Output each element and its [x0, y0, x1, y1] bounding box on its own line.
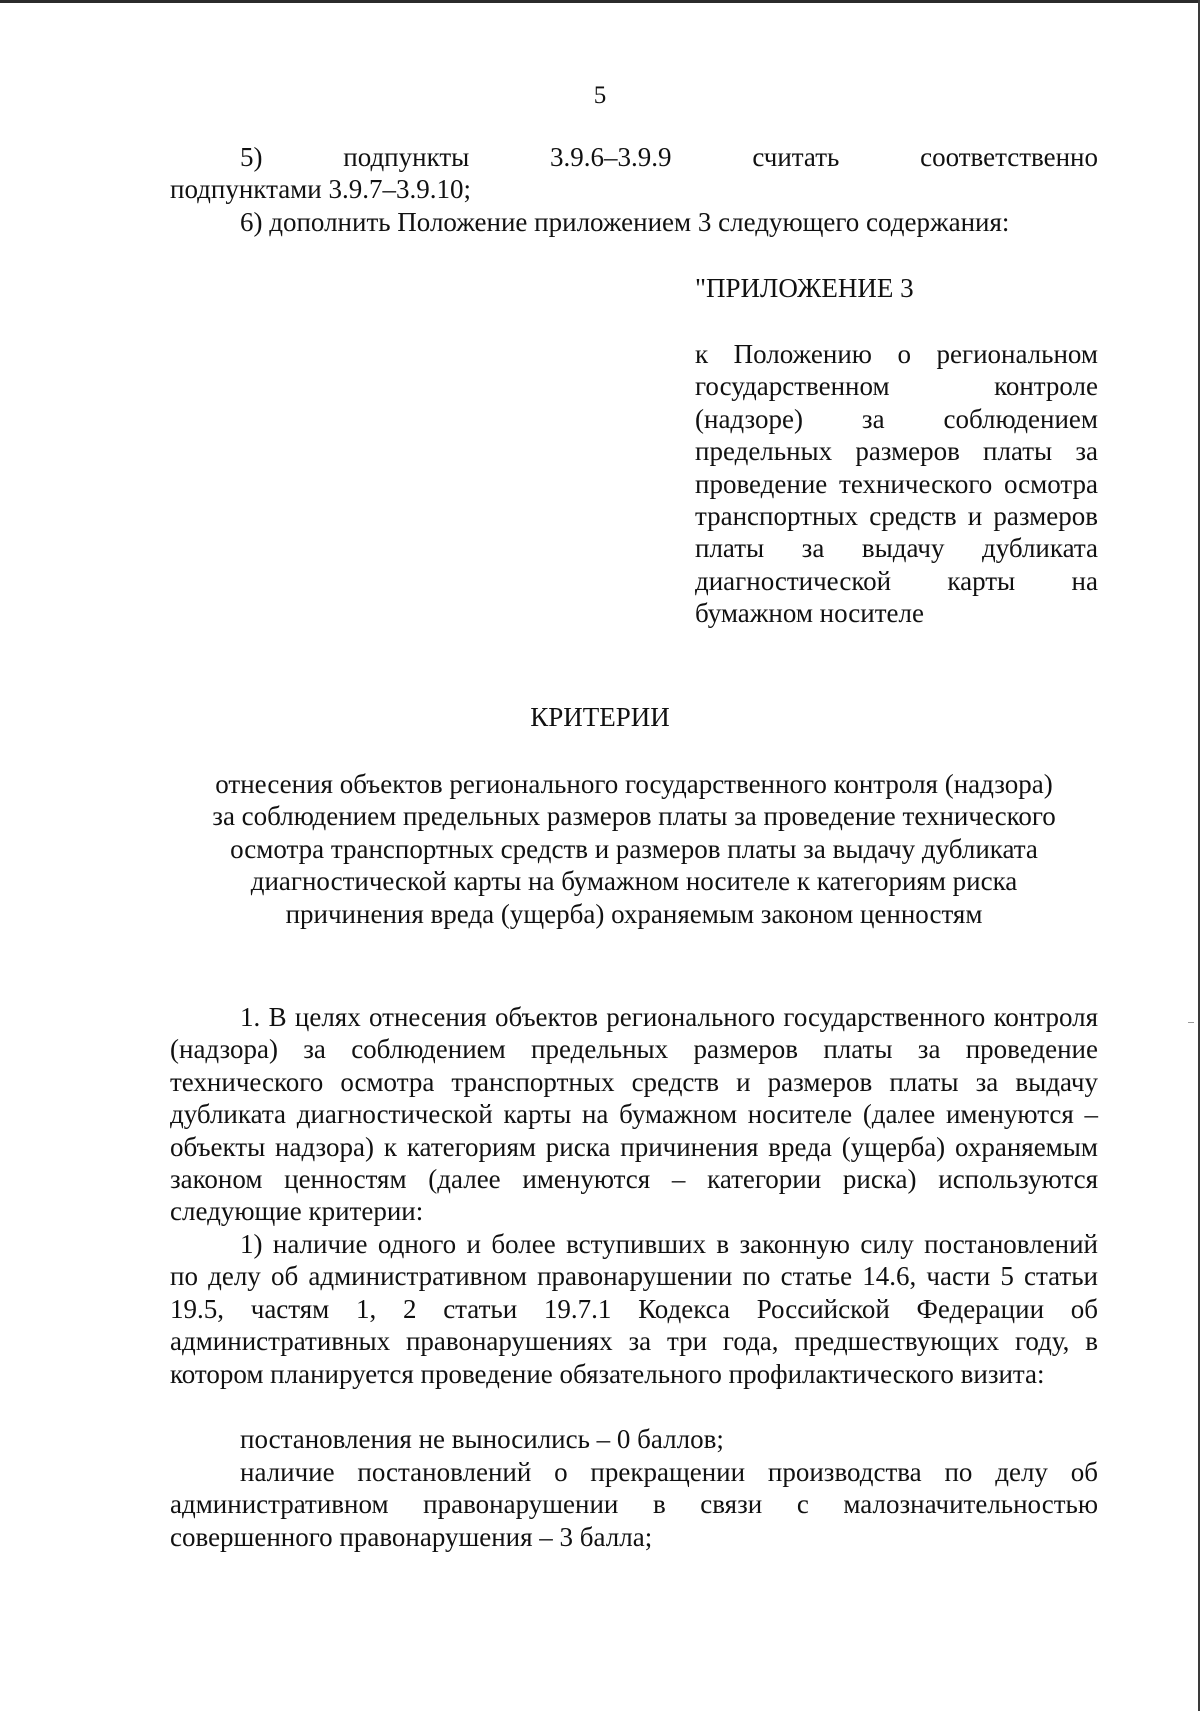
criteria-subtitle-line: осмотра транспортных средств и размеров платы за выдачу дубликата	[230, 833, 1038, 864]
page-number: 5	[593, 82, 607, 109]
paragraph-criterion-1: 1) наличие одного и более вступивших в законную силу постановлений по делу об административном правонарушении по статье 14.6, части 5 статьи 19.5, частям 1, 2 статьи 19.7.1 Кодекса Российской Федерации об административных правонарушениях за три года, предшествующих году, в котором планируется проведение обязательного профилактического визита:	[170, 1229, 1098, 1389]
criteria-subtitle	[160, 768, 1108, 930]
paragraph-score-none: постановления не выносились – 0 баллов;	[240, 1424, 724, 1454]
amendment-item-5-line-1: 5) подпункты 3.9.6–3.9.9 считать соответственно	[240, 142, 1098, 172]
margin-mark	[1188, 1022, 1194, 1023]
amendment-item-5	[170, 141, 1098, 206]
appendix-reference: к Положению о региональном государственном контроле (надзоре) за соблюдением предельных размеров платы за проведение технического осмотра транспортных средств и размеров платы за выдачу дубликата диагностической карты на бумажном носителе	[695, 339, 1098, 629]
amendment-item-6: 6) дополнить Положение приложением 3 следующего содержания:	[240, 207, 1010, 237]
amendment-item-5-line-2: подпунктами 3.9.7–3.9.10;	[170, 174, 471, 205]
criteria-title: КРИТЕРИИ	[530, 702, 670, 732]
criteria-subtitle-line: диагностической карты на бумажном носителе к категориям риска	[250, 866, 1018, 897]
paragraph-score-minor: наличие постановлений о прекращении производства по делу об административном правонарушении в связи с малозначительностью совершенного правонарушения – 3 балла;	[170, 1457, 1098, 1552]
criteria-subtitle-line: отнесения объектов регионального государственного контроля (надзора)	[215, 769, 1053, 799]
criteria-subtitle-line: причинения вреда (ущерба) охраняемым законом ценностям	[285, 898, 983, 929]
criteria-subtitle-line: за соблюдением предельных размеров платы за проведение технического	[212, 801, 1056, 832]
page-top-edge	[0, 0, 1200, 3]
appendix-title: "ПРИЛОЖЕНИЕ 3	[695, 273, 914, 303]
paragraph-criteria-intro: 1. В целях отнесения объектов регионального государственного контроля (надзора) за соблюдением предельных размеров платы за проведение технического осмотра транспортных средств и размеров платы за выдачу дубликата диагностической карты на бумажном носителе (далее именуются – объекты надзора) к категориям риска причинения вреда (ущерба) охраняемым законом ценностям (далее именуются – категории риска) используются следующие критерии:	[170, 1002, 1098, 1227]
